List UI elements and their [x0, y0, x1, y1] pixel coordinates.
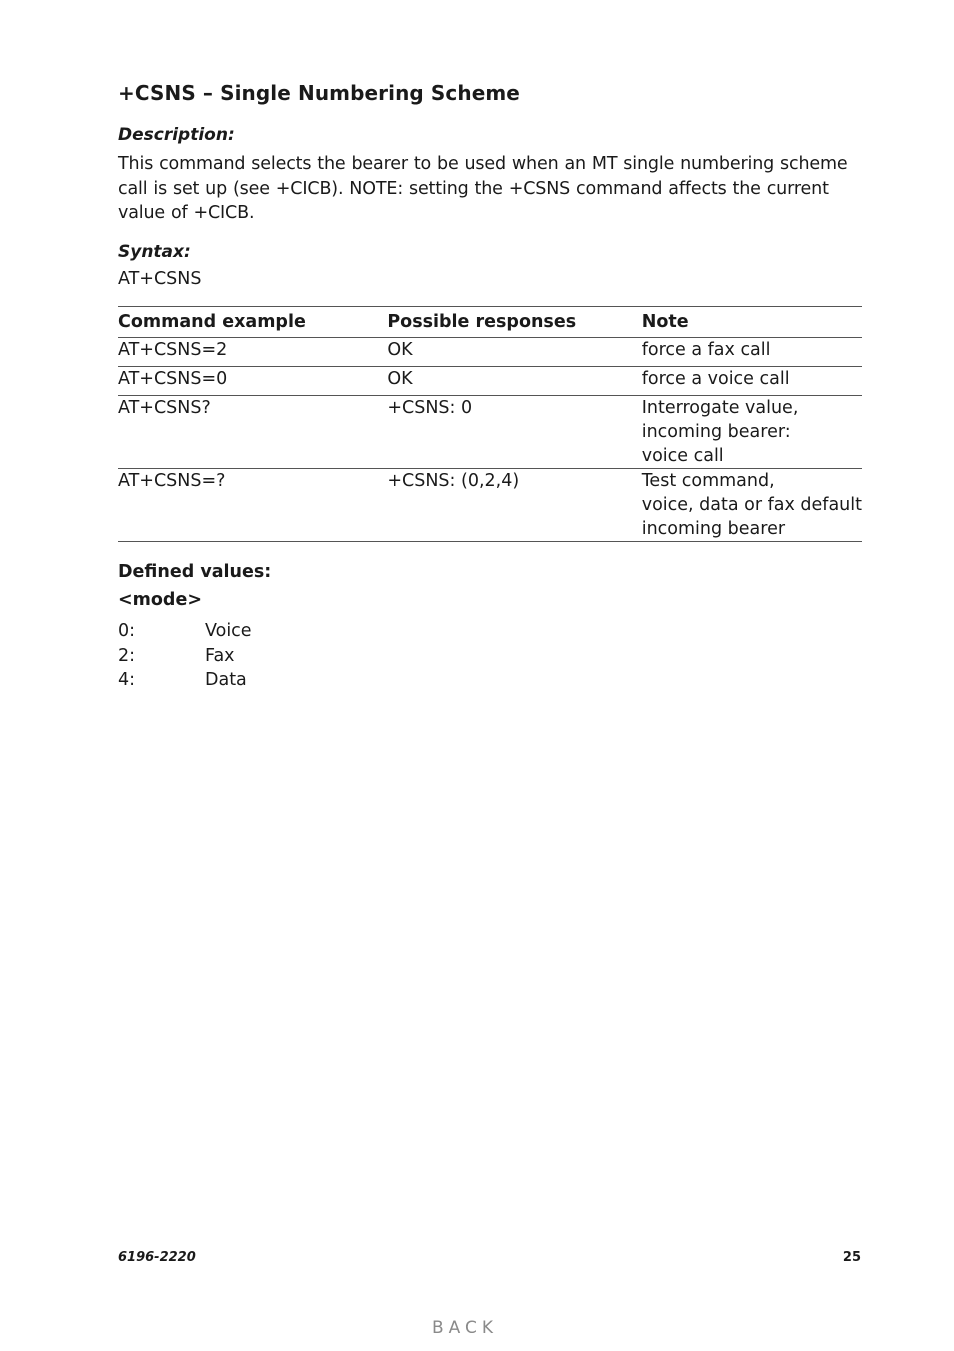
table-row: [118, 396, 862, 469]
response-cell: OK: [387, 367, 641, 396]
note-line: force a voice call: [641, 369, 790, 389]
response-cell: +CSNS: (0,2,4): [387, 469, 641, 542]
table-header-row: [118, 307, 862, 338]
back-link[interactable]: BACK: [431, 1318, 498, 1338]
header-note: Note: [642, 307, 862, 338]
note-line: incoming bearer: [641, 519, 786, 539]
note-line: incoming bearer:: [641, 422, 791, 442]
header-possible-responses: Possible responses: [387, 307, 641, 338]
note-line: force a fax call: [641, 340, 771, 360]
value-label: Fax: [205, 645, 235, 666]
values-list: [118, 619, 252, 693]
table-row: [118, 469, 862, 542]
note-cell: [642, 396, 862, 469]
command-cell: AT+CSNS?: [118, 396, 387, 469]
value-key: 4:: [118, 670, 136, 690]
document-number: 6196-2220: [118, 1250, 196, 1265]
list-item: [118, 619, 252, 644]
command-table: [118, 306, 862, 542]
response-cell: OK: [387, 338, 641, 367]
note-line: Interrogate value,: [641, 398, 799, 418]
defined-values-label: Defined values:: [118, 562, 272, 582]
description-text: This command selects the bearer to be used when an MT single numbering scheme call is set up (see +CICB). NOTE: setting the +CSNS command affects the current value of +CICB.: [118, 154, 848, 223]
note-line: Test command,: [641, 471, 775, 491]
response-cell: +CSNS: 0: [387, 396, 641, 469]
parameter-label: <mode>: [118, 590, 202, 610]
value-key: 0:: [118, 621, 136, 641]
command-cell: AT+CSNS=2: [118, 338, 387, 367]
command-cell: AT+CSNS=0: [118, 367, 387, 396]
value-label: Data: [205, 670, 247, 690]
header-command-example: Command example: [118, 307, 387, 338]
command-cell: AT+CSNS=?: [118, 469, 387, 542]
list-item: [118, 644, 252, 669]
note-line: voice, data or fax default: [641, 495, 862, 515]
note-line: voice call: [641, 446, 724, 466]
note-cell: [642, 469, 862, 542]
syntax-label: Syntax:: [118, 242, 191, 262]
list-item: [118, 668, 252, 693]
page-title: +CSNS – Single Numbering Scheme: [118, 81, 520, 105]
value-label: Voice: [205, 621, 252, 641]
description-label: Description:: [118, 125, 235, 145]
value-key: 2:: [118, 645, 136, 666]
syntax-text: AT+CSNS: [118, 269, 202, 289]
note-cell: [642, 338, 862, 367]
page-number: 25: [842, 1250, 861, 1265]
table-row: [118, 367, 862, 396]
note-cell: [642, 367, 862, 396]
table-row: [118, 338, 862, 367]
